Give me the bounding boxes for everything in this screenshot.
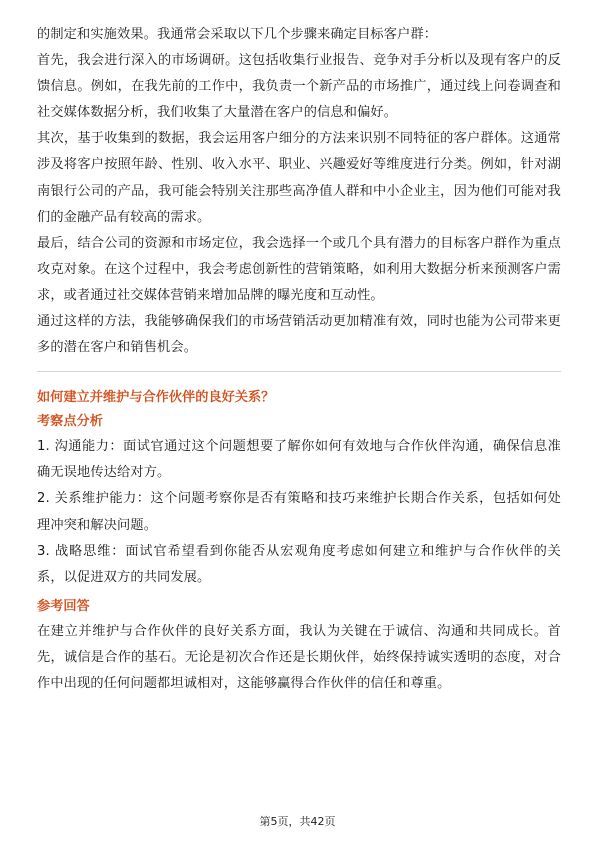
intro-paragraph: 首先，我会进行深入的市场调研。这包括收集行业报告、竞争对手分析以及现有客户的反馈信息。例如，在我先前的工作中，我负责一个新产品的市场推广，通过线上问卷调查和社交媒体数据分析，我们收集了大量潜在客户的信息和偏好。 bbox=[37, 53, 561, 121]
analysis-heading: 考察点分析 bbox=[37, 414, 103, 430]
analysis-point: 1. 沟通能力：面试官通过这个问题想要了解你如何有效地与合作伙伴沟通，确保信息准确无误地传达给对方。 bbox=[37, 439, 561, 481]
analysis-point: 2. 关系维护能力：这个问题考察你是否有策略和技巧来维护长期合作关系，包括如何处理冲突和解决问题。 bbox=[37, 491, 561, 533]
intro-paragraph: 的制定和实施效果。我通常会采取以下几个步骤来确定目标客户群： bbox=[37, 27, 438, 42]
page-content bbox=[37, 22, 561, 697]
analysis-point: 3. 战略思维：面试官希望看到你能否从宏观角度考虑如何建立和维护与合作伙伴的关系，以促进双方的共同发展。 bbox=[37, 543, 561, 585]
question-heading: 如何建立并维护与合作伙伴的良好关系？ bbox=[37, 390, 275, 406]
intro-paragraph: 其次，基于收集到的数据，我会运用客户细分的方法来识别不同特征的客户群体。这通常涉及将客户按照年龄、性别、收入水平、职业、兴趣爱好等维度进行分类。例如，针对湖南银行公司的产品，我可能会特别关注那些高净值人群和中小企业主，因为他们可能对我们的金融产品有较高的需求。 bbox=[37, 131, 561, 225]
page-number: 第5页，共42页 bbox=[259, 815, 336, 828]
answer-paragraph: 在建立并维护与合作伙伴的良好关系方面，我认为关键在于诚信、沟通和共同成长。首先，诚信是合作的基石。无论是初次合作还是长期伙伴，始终保持诚实透明的态度，对合作中出现的任何问题都坦诚相对，这能够赢得合作伙伴的信任和尊重。 bbox=[37, 623, 561, 691]
section-divider bbox=[37, 371, 561, 372]
answer-heading: 参考回答 bbox=[37, 598, 90, 614]
intro-paragraph: 通过这样的方法，我能够确保我们的市场营销活动更加精准有效，同时也能为公司带来更多的潜在客户和销售机会。 bbox=[37, 314, 561, 356]
intro-paragraph: 最后，结合公司的资源和市场定位，我会选择一个或几个具有潜力的目标客户群作为重点攻克对象。在这个过程中，我会考虑创新性的营销策略，如利用大数据分析来预测客户需求，或者通过社交媒体营销来增加品牌的曝光度和互动性。 bbox=[37, 235, 561, 303]
